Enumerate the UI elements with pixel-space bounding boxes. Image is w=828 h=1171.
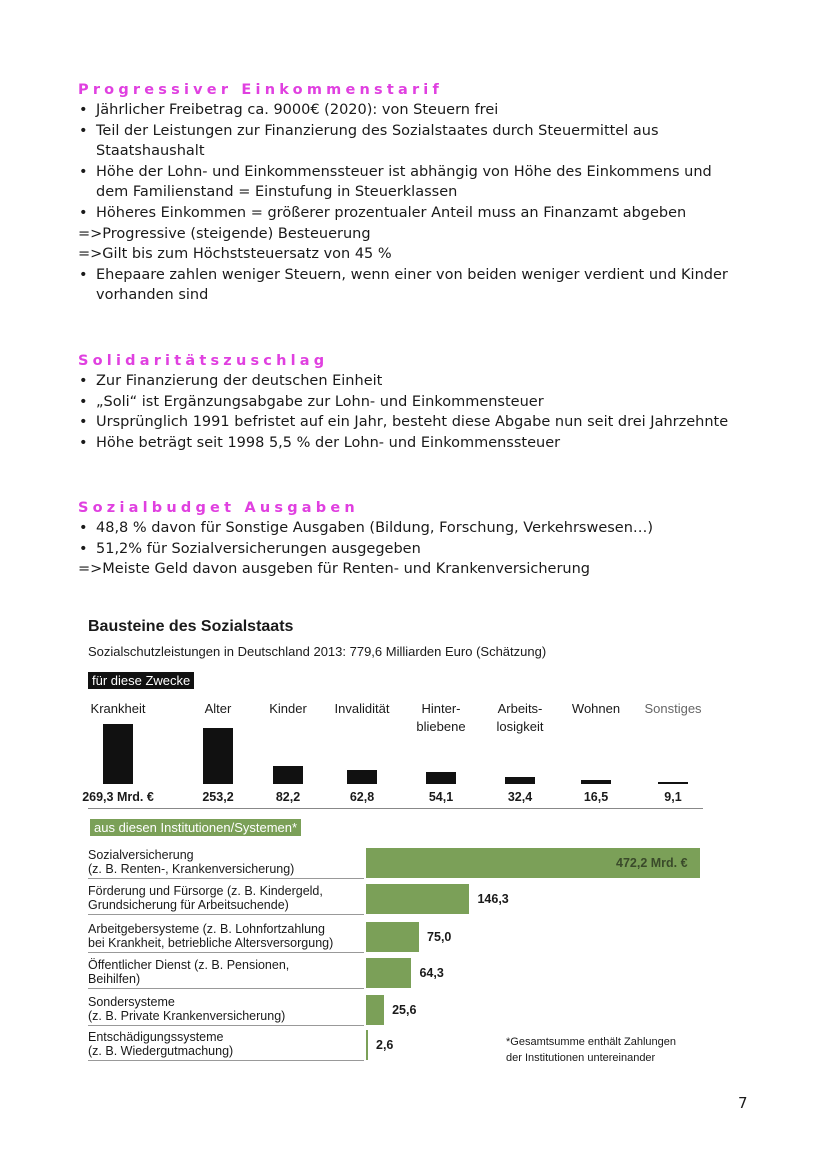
purpose-category-label: Arbeits- losigkeit bbox=[496, 701, 544, 734]
section-title: Sozialbudget Ausgaben bbox=[78, 500, 359, 516]
conclusion-line: =>Meiste Geld davon ausgeben für Renten- und Krankenversicherung bbox=[78, 561, 590, 578]
purpose-category-label: Krankheit bbox=[90, 701, 146, 716]
conclusion-line: =>Gilt bis zum Höchststeuersatz von 45 % bbox=[78, 246, 392, 263]
section-2 bbox=[78, 498, 758, 580]
institution-label-line: Grundsicherung für Arbeitsuchende) bbox=[88, 898, 289, 912]
conclusion-line: =>Progressive (steigende) Besteuerung bbox=[78, 225, 371, 242]
institution-label-line: Öffentlicher Dienst (z. B. Pensionen, bbox=[88, 958, 290, 972]
bullet-item: • Höheres Einkommen = größerer prozentualer Anteil muss an Finanzamt abgeben bbox=[78, 203, 758, 224]
purpose-category-label: Invalidität bbox=[334, 701, 390, 716]
purpose-bar bbox=[505, 777, 535, 784]
purpose-value-label: 82,2 bbox=[275, 790, 301, 804]
page-number: 7 bbox=[738, 1094, 748, 1112]
institution-row-label bbox=[88, 848, 364, 879]
sozialstaat-infographic bbox=[82, 618, 728, 1078]
bullet-item: • Teil der Leistungen zur Finanzierung des Sozialstaates durch Steuermittel aus bbox=[78, 121, 758, 142]
purpose-value-label: 62,8 bbox=[349, 790, 375, 804]
institution-value-label: 25,6 bbox=[392, 1003, 417, 1017]
purpose-bar bbox=[581, 780, 611, 784]
institution-bar bbox=[366, 958, 411, 988]
bullet-continuation: dem Familienstand = Einstufung in Steuerklassen bbox=[96, 184, 458, 201]
institution-bar bbox=[366, 1030, 368, 1060]
institution-label-line: Beihilfen) bbox=[88, 972, 141, 986]
purpose-value-label: 16,5 bbox=[583, 790, 609, 804]
section-1 bbox=[78, 351, 758, 453]
institution-value-label: 64,3 bbox=[419, 966, 444, 980]
institution-row-label bbox=[88, 958, 364, 989]
purpose-bar bbox=[203, 728, 233, 784]
institution-label-line: (z. B. Wiedergutmachung) bbox=[88, 1044, 234, 1058]
purpose-value-label: 9,1 bbox=[664, 790, 682, 804]
institution-label-line: (z. B. Renten-, Krankenversicherung) bbox=[88, 862, 295, 876]
institution-label-line: bei Krankheit, betriebliche Altersversorgung) bbox=[88, 936, 334, 950]
bullet-item: • 48,8 % davon für Sonstige Ausgaben (Bildung, Forschung, Verkehrswesen…) bbox=[78, 518, 758, 539]
purpose-category-label: Wohnen bbox=[571, 701, 621, 716]
institution-value-label: 2,6 bbox=[376, 1038, 394, 1052]
section-0 bbox=[78, 80, 758, 306]
institution-tag: aus diesen Institutionen/Systemen* bbox=[90, 819, 301, 836]
bullet-continuation: vorhanden sind bbox=[96, 287, 209, 304]
institution-label-line: Arbeitgebersysteme (z. B. Lohnfortzahlung bbox=[88, 922, 325, 936]
bullet-item: • Höhe beträgt seit 1998 5,5 % der Lohn- und Einkommenssteuer bbox=[78, 433, 758, 454]
bullet-item: • Ehepaare zahlen weniger Steuern, wenn einer von beiden weniger verdient und Kinder bbox=[78, 265, 758, 286]
institution-value-label: 472,2 Mrd. € bbox=[616, 856, 688, 870]
institution-bar bbox=[366, 995, 384, 1025]
purpose-category-label: Kinder bbox=[269, 701, 307, 716]
purpose-value-label: 269,3 Mrd. € bbox=[82, 790, 154, 804]
bullet-continuation: Staatshaushalt bbox=[96, 143, 205, 160]
institution-bar bbox=[366, 922, 419, 952]
purpose-bar bbox=[347, 770, 377, 784]
institution-row-label bbox=[88, 884, 364, 915]
institution-label-line: Sozialversicherung bbox=[88, 848, 194, 862]
infographic-subtitle: Sozialschutzleistungen in Deutschland 2013: 779,6 Milliarden Euro (Schätzung) bbox=[88, 644, 547, 659]
section-title: Solidaritätszuschlag bbox=[78, 353, 329, 369]
institution-value-label: 75,0 bbox=[427, 930, 452, 944]
infographic-title: Bausteine des Sozialstaats bbox=[88, 618, 294, 635]
purpose-value-label: 253,2 bbox=[202, 790, 234, 804]
purpose-category-label: Sonstiges bbox=[644, 701, 702, 716]
bullet-item: • Höhe der Lohn- und Einkommenssteuer ist abhängig von Höhe des Einkommens und bbox=[78, 162, 758, 183]
purpose-value-label: 32,4 bbox=[507, 790, 533, 804]
section-title: Progressiver Einkommenstarif bbox=[78, 82, 443, 98]
purpose-bar bbox=[103, 724, 133, 784]
purpose-tag: für diese Zwecke bbox=[88, 672, 194, 689]
purpose-category-label: Hinter- bliebene bbox=[416, 701, 466, 734]
institution-row-label bbox=[88, 995, 364, 1026]
institution-label-line: (z. B. Private Krankenversicherung) bbox=[88, 1009, 286, 1023]
institution-label-line: Förderung und Fürsorge (z. B. Kindergeld, bbox=[88, 884, 323, 898]
bullet-item: • 51,2% für Sozialversicherungen ausgegeben bbox=[78, 539, 758, 560]
purpose-chart-divider bbox=[88, 808, 703, 809]
institution-label-line: Entschädigungssysteme bbox=[88, 1030, 224, 1044]
institution-value-label: 146,3 bbox=[477, 892, 509, 906]
footnote-line-1: *Gesamtsumme enthält Zahlungen bbox=[506, 1036, 676, 1048]
institution-label-line: Sondersysteme bbox=[88, 995, 175, 1009]
bullet-item: • Zur Finanzierung der deutschen Einheit bbox=[78, 371, 758, 392]
purpose-value-label: 54,1 bbox=[428, 790, 454, 804]
footnote-line-2: der Institutionen untereinander bbox=[506, 1052, 656, 1064]
institution-bar bbox=[366, 884, 469, 914]
purpose-category-label: Alter bbox=[204, 701, 232, 716]
bullet-item: • Jährlicher Freibetrag ca. 9000€ (2020): von Steuern frei bbox=[78, 100, 758, 121]
purpose-bar bbox=[658, 782, 688, 784]
institution-row-label bbox=[88, 1030, 364, 1061]
institution-row-label bbox=[88, 922, 364, 953]
purpose-bar bbox=[273, 766, 303, 784]
bullet-item: • „Soli“ ist Ergänzungsabgabe zur Lohn- und Einkommensteuer bbox=[78, 392, 758, 413]
bullet-item: • Ursprünglich 1991 befristet auf ein Jahr, besteht diese Abgabe nun seit drei Jahrzehnte bbox=[78, 412, 758, 433]
purpose-bar bbox=[426, 772, 456, 784]
